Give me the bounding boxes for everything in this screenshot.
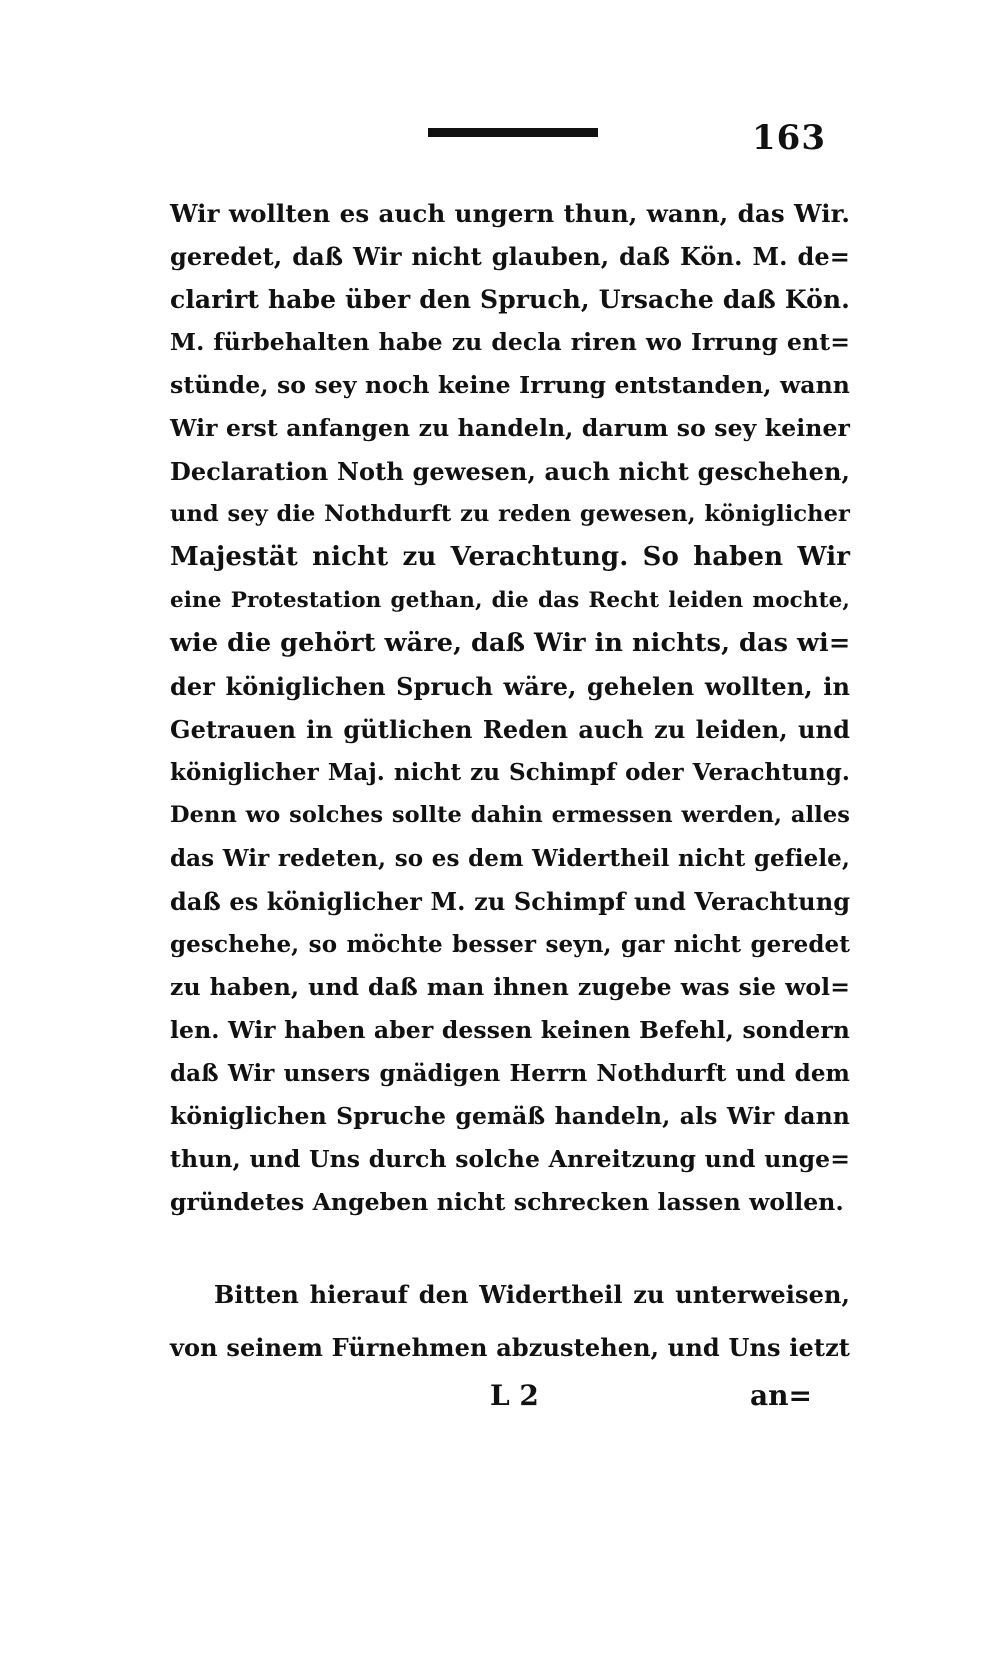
text-line: daß es königlicher M. zu Schimpf und Verachtung <box>170 887 851 916</box>
text-line: Bitten hierauf den Widertheil zu unterweisen, <box>214 1280 850 1309</box>
text-line: geschehe, so möchte besser seyn, gar nicht geredet <box>170 931 850 958</box>
text-line: das Wir redeten, so es dem Widertheil nicht gefiele, <box>170 845 850 872</box>
text-line: Wir erst anfangen zu handeln, darum so sey keiner <box>170 414 850 442</box>
text-line: und sey die Nothdurft zu reden gewesen, königlicher <box>170 501 850 527</box>
text-line: Majestät nicht zu Verachtung. So haben Wir <box>170 542 850 572</box>
text-line: len. Wir haben aber dessen keinen Befehl, sondern <box>170 1016 850 1044</box>
text-line: clarirt habe über den Spruch, Ursache daß Kön. <box>170 285 850 314</box>
text-line: Denn wo solches sollte dahin ermessen werden, alles <box>170 802 850 828</box>
signature-mark: L 2 <box>490 1379 539 1412</box>
text-line: thun, und Uns durch solche Anreitzung und unge= <box>170 1145 850 1173</box>
text-line: Declaration Noth gewesen, auch nicht geschehen, <box>170 457 850 486</box>
text-line: wie die gehört wäre, daß Wir in nichts, das wi= <box>170 628 851 658</box>
text-line: eine Protestation gethan, die das Recht leiden mochte, <box>170 588 850 613</box>
text-line: geredet, daß Wir nicht glauben, daß Kön. M. de= <box>170 242 850 271</box>
text-line: stünde, so sey noch keine Irrung entstanden, wann <box>170 371 850 399</box>
text-line: der königlichen Spruch wäre, gehelen wollten, in <box>170 672 850 701</box>
text-line: Getrauen in gütlichen Reden auch zu leiden, und <box>170 715 850 744</box>
paragraph-1 <box>170 192 850 1224</box>
text-line: königlicher Maj. nicht zu Schimpf oder Verachtung. <box>170 759 850 786</box>
text-line: von seinem Fürnehmen abzustehen, und Uns ietzt <box>170 1333 850 1362</box>
page-number: 163 <box>752 118 826 158</box>
text-line: daß Wir unsers gnädigen Herrn Nothdurft und dem <box>170 1060 850 1087</box>
text-line: M. fürbehalten habe zu decla riren wo Irrung ent= <box>170 328 850 356</box>
catchword: an= <box>750 1379 812 1412</box>
text-line: königlichen Spruche gemäß handeln, als Wir dann <box>170 1102 850 1130</box>
text-line: zu haben, und daß man ihnen zugebe was sie wol= <box>170 973 850 1001</box>
text-line: gründetes Angeben nicht schrecken lassen wollen. <box>170 1188 844 1216</box>
header-rule <box>428 128 598 137</box>
paragraph-2 <box>170 1268 850 1374</box>
text-line: Wir wollten es auch ungern thun, wann, das Wir. <box>170 199 850 228</box>
